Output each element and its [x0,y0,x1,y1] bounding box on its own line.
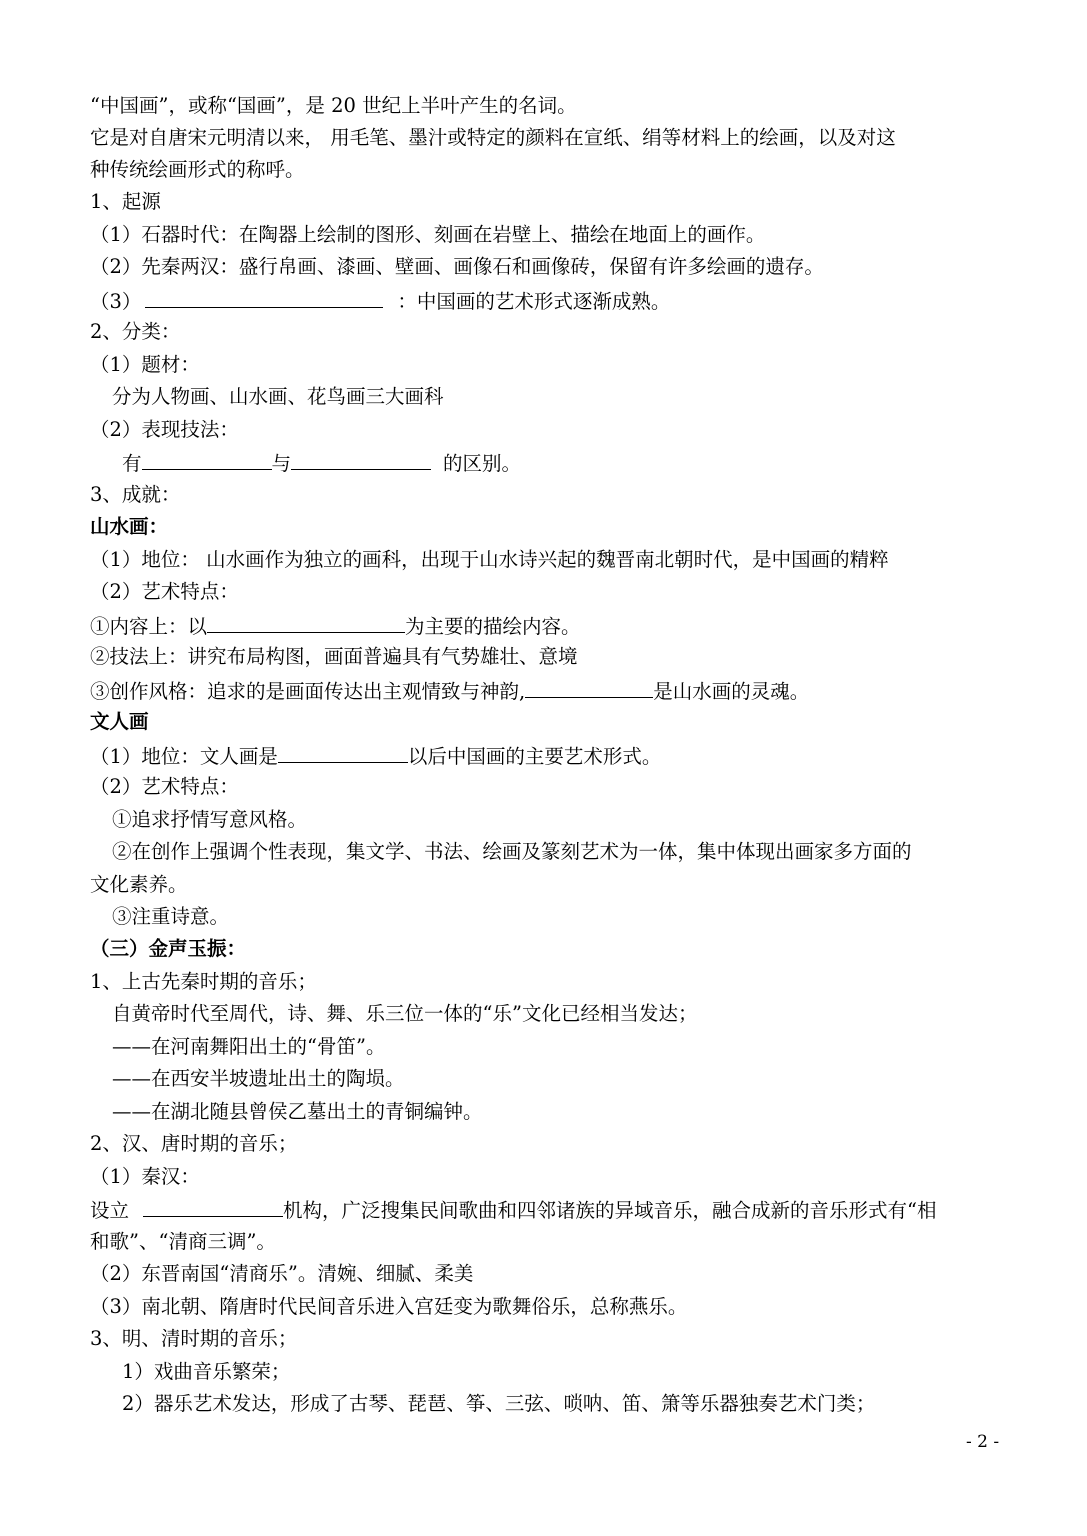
fill-blank[interactable] [278,740,408,763]
list-item: （3）南北朝、隋唐时代民间音乐进入宫廷变为歌舞俗乐，总称燕乐。 [90,1295,688,1318]
list-item: （1）地位： 山水画作为独立的画科，出现于山水诗兴起的魏晋南北朝时代，是中国画的精粹 [90,548,889,571]
subsection-heading: 山水画： [90,515,169,538]
list-item: （1）题材： [90,353,200,376]
list-item: （1）秦汉： [90,1165,200,1188]
fill-text: 为主要的描绘内容。 [405,615,581,638]
fill-blank[interactable] [207,610,405,633]
paragraph-line: 分为人物画、山水画、花鸟画三大画科 [112,385,444,408]
fill-text: 的区别。 [443,452,522,475]
fill-text: （1）地位：文人画是 [90,745,278,768]
fill-text: 有 [122,452,142,475]
fill-line [122,447,521,479]
paragraph-line: 种传统绘画形式的称呼。 [90,158,305,181]
fill-blank[interactable] [143,1194,283,1217]
paragraph-line: 它是对自唐宋元明清以来， 用毛笔、墨汁或特定的颜料在宣纸、绢等材料上的绘画，以及对这 [90,126,896,149]
paragraph-line: ②技法上：讲究布局构图，画面普遍具有气势雄壮、意境 [90,645,578,668]
paragraph-line: 自黄帝时代至周代，诗、舞、乐三位一体的“乐”文化已经相当发达； [112,1002,698,1025]
fill-blank[interactable] [145,285,383,308]
fill-text: ③创作风格：追求的是画面传达出主观情致与神韵, [90,680,526,703]
paragraph-line: ——在西安半坡遗址出土的陶埙。 [112,1067,405,1090]
section-heading: 3、明、清时期的音乐； [90,1327,298,1350]
list-item: 1）戏曲音乐繁荣； [122,1360,291,1383]
fill-text: 设立 [90,1199,130,1222]
fill-blank[interactable] [142,447,272,470]
fill-blank[interactable] [291,447,431,470]
fill-line [90,610,581,642]
paragraph-line: ——在湖北随县曾侯乙墓出土的青铜编钟。 [112,1100,483,1123]
section-heading: 3、成就： [90,483,181,506]
fill-line [90,740,661,772]
section-title: （三）金声玉振： [90,937,247,960]
list-item: （2）先秦两汉：盛行帛画、漆画、壁画、画像石和画像砖，保留有许多绘画的遗存。 [90,255,824,278]
fill-line [90,675,809,707]
fill-text: 机构，广泛搜集民间歌曲和四邻诸族的异域音乐，融合成新的音乐形式有“相 [283,1199,937,1222]
fill-text: 是山水画的灵魂。 [653,680,810,703]
paragraph-line: 文化素养。 [90,873,188,896]
section-heading: 2、汉、唐时期的音乐； [90,1132,298,1155]
list-item: （2）艺术特点： [90,775,239,798]
list-item: （2）表现技法： [90,418,239,441]
page-number: - 2 - [966,1432,1000,1452]
paragraph-line: “中国画”，或称“国画”，是 20 世纪上半叶产生的名词。 [90,94,577,117]
list-item: （2）东晋南国“清商乐”。清婉、细腻、柔美 [90,1262,474,1285]
fill-text: ：中国画的艺术形式逐渐成熟。 [397,290,671,313]
section-heading: 1、上古先秦时期的音乐； [90,970,317,993]
list-item: 2）器乐艺术发达，形成了古琴、琵琶、筝、三弦、唢呐、笛、箫等乐器独奏艺术门类； [122,1392,876,1415]
paragraph-line: 和歌”、“清商三调”。 [90,1230,276,1253]
list-item: （2）艺术特点： [90,580,239,603]
fill-text: ①内容上：以 [90,615,208,638]
section-heading: 2、分类： [90,320,181,343]
paragraph-line: ——在河南舞阳出土的“骨笛”。 [112,1035,386,1058]
paragraph-line: ③注重诗意。 [112,905,230,928]
fill-blank[interactable] [525,675,653,698]
list-item [90,285,670,317]
list-marker: （3） [90,290,142,313]
paragraph-line: ②在创作上强调个性表现，集文学、书法、绘画及篆刻艺术为一体，集中体现出画家多方面的 [112,840,912,863]
fill-text: 与 [271,452,292,475]
fill-line [90,1194,937,1226]
fill-text: 以后中国画的主要艺术形式。 [407,745,662,768]
section-heading: 1、起源 [90,190,161,213]
paragraph-line: ①追求抒情写意风格。 [112,808,308,831]
list-item: （1）石器时代：在陶器上绘制的图形、刻画在岩壁上、描绘在地面上的画作。 [90,223,766,246]
subsection-heading: 文人画 [90,710,149,733]
